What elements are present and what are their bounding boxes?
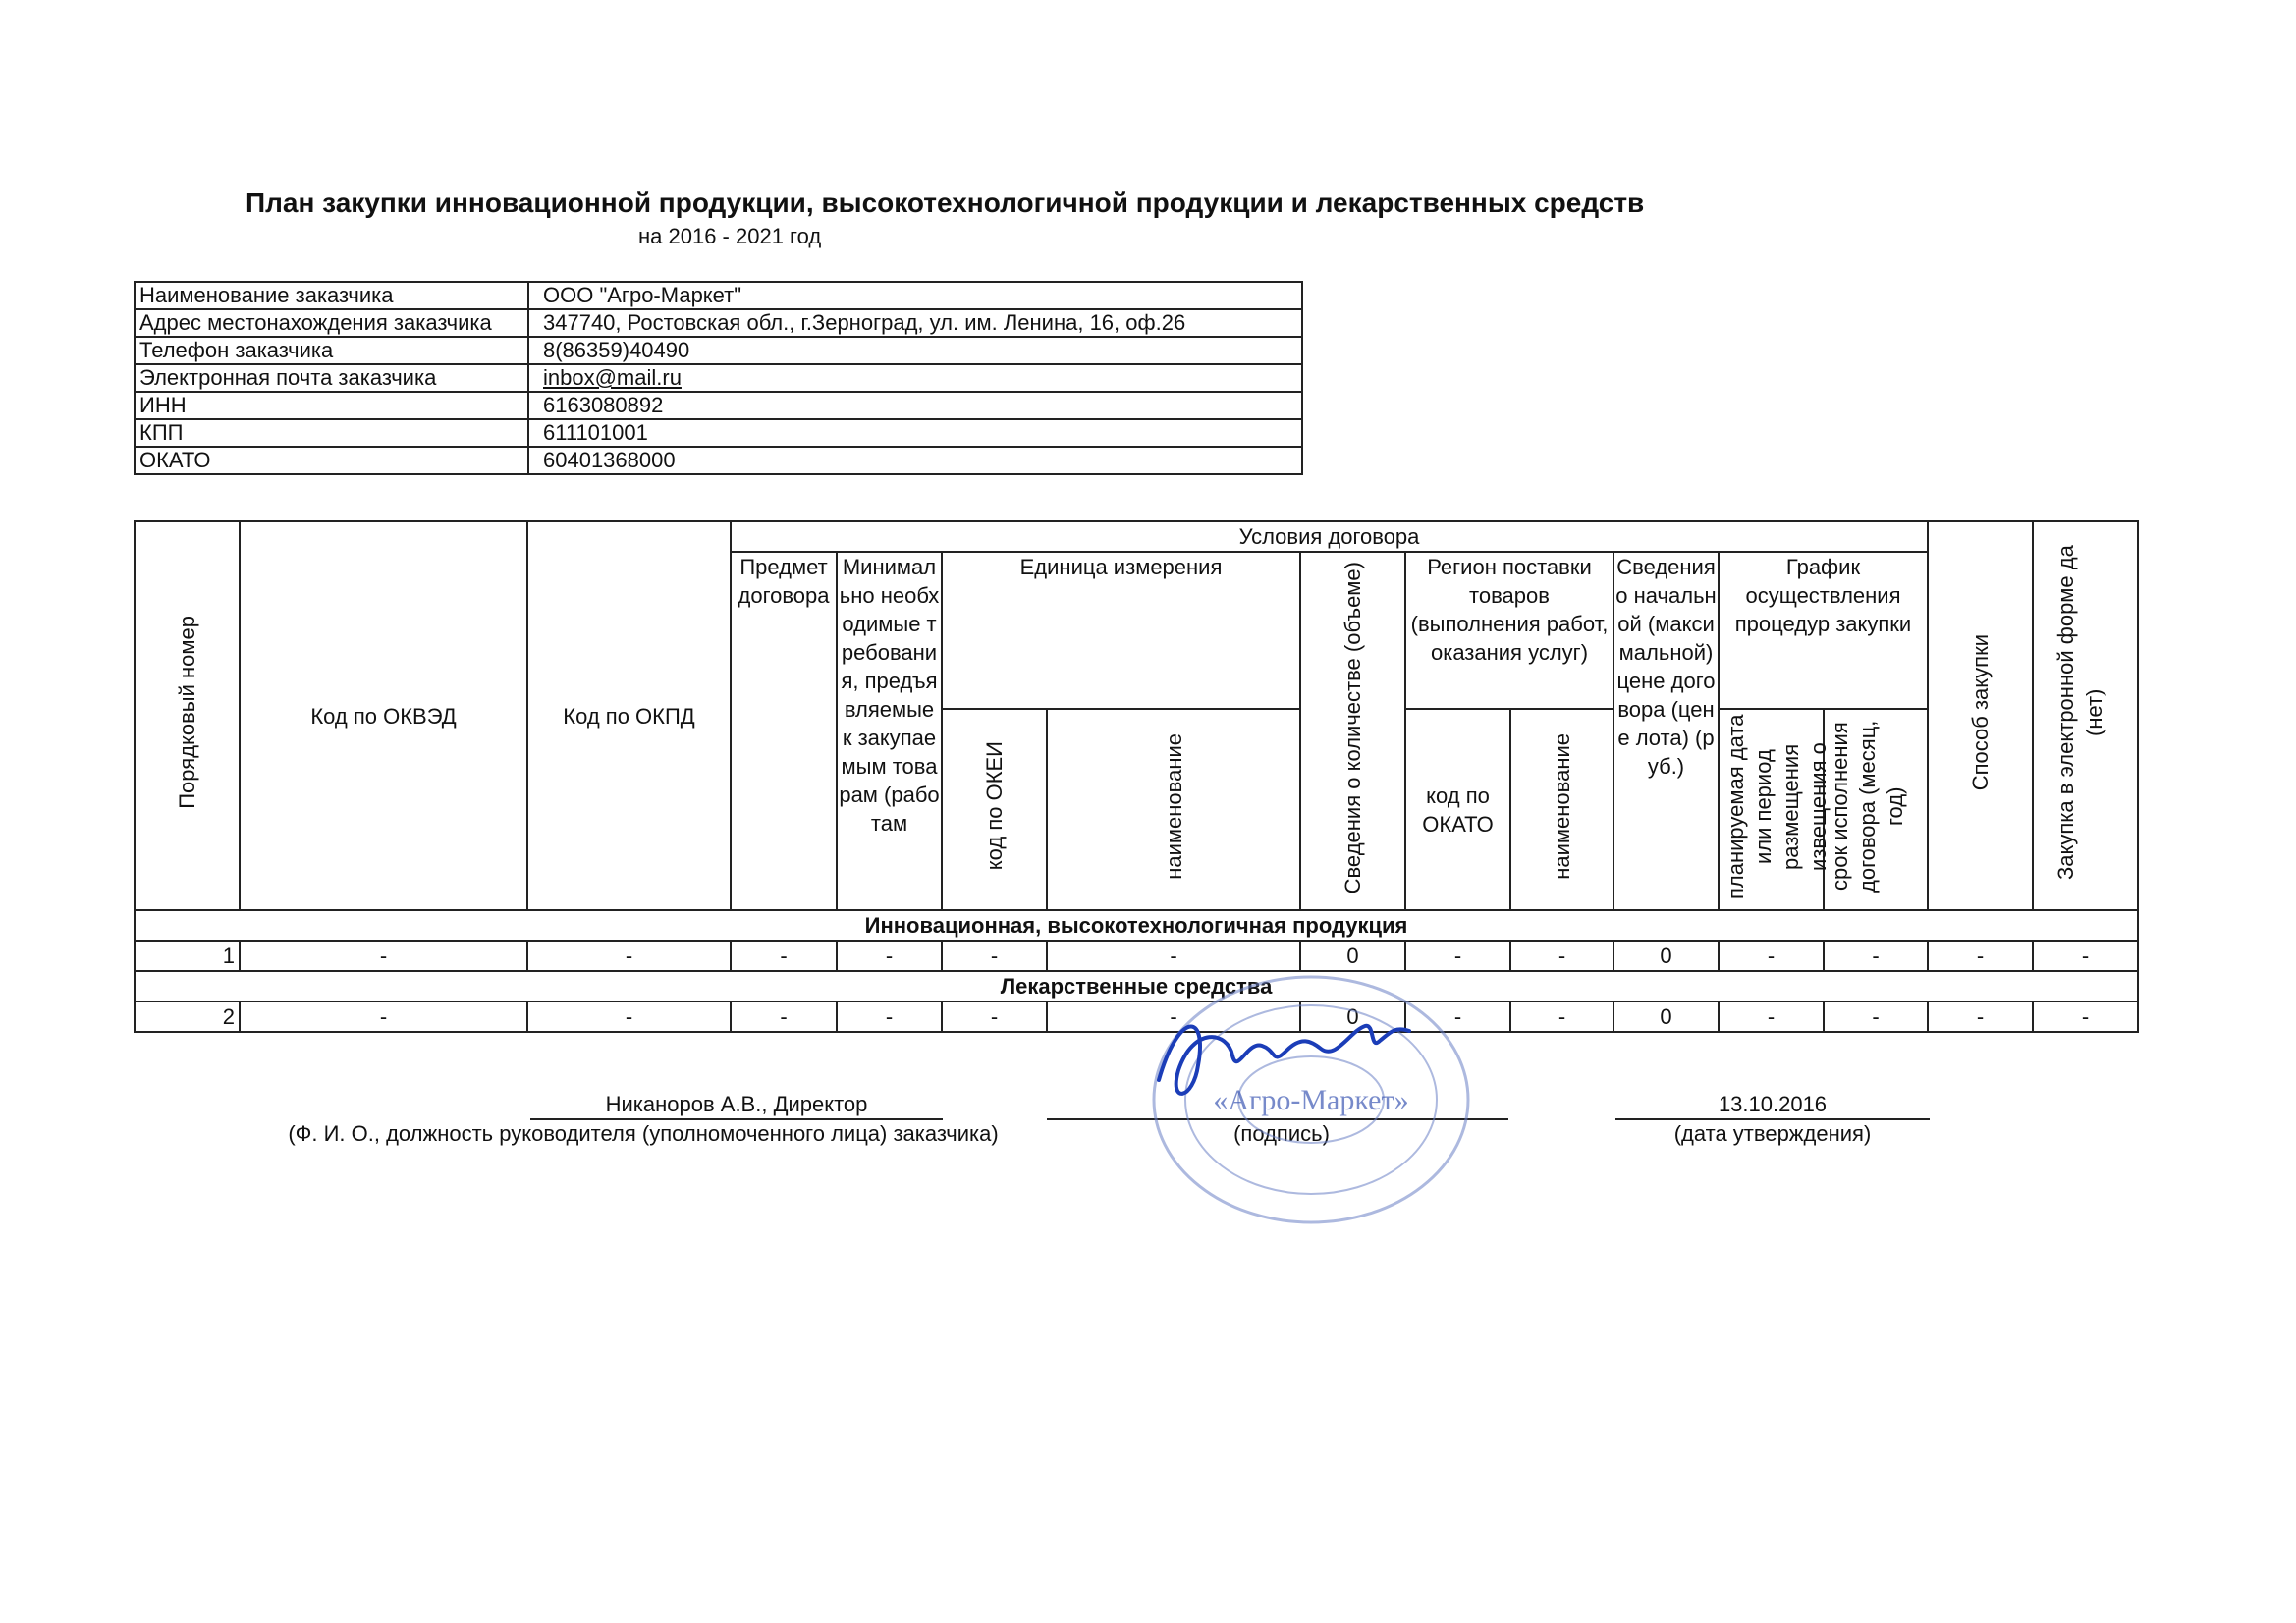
customer-row (135, 392, 1302, 419)
table-row (135, 941, 2138, 971)
page-title: План закупки инновационной продукции, высокотехнологичной продукции и лекарственных средств (246, 188, 1645, 218)
header-subject: Предмет договора (731, 552, 837, 910)
header-okei: код по ОКЕИ (942, 709, 1047, 910)
signer-name-line (530, 1118, 943, 1120)
header-term: срок исполнения договора (месяц, год) (1824, 709, 1928, 910)
customer-label: Электронная почта заказчика (135, 364, 528, 392)
stamp-label: «Агро-Маркет» (1213, 1084, 1409, 1116)
table-cell: 0 (1613, 941, 1719, 971)
table-cell: - (1719, 941, 1824, 971)
section-title: Лекарственные средства (135, 971, 2138, 1001)
table-cell: 0 (1300, 1001, 1405, 1032)
table-cell: - (1405, 941, 1510, 971)
table-cell: - (942, 941, 1047, 971)
approval-date: 13.10.2016 (1718, 1092, 1828, 1116)
procurement-table (134, 520, 2139, 1033)
header-electronic: Закупка в электронной форме да (нет) (2033, 521, 2138, 910)
customer-row (135, 282, 1302, 309)
customer-value: 347740, Ростовская обл., г.Зерноград, ул. им. Ленина, 16, оф.26 (528, 309, 1302, 337)
table-cell: - (837, 1001, 942, 1032)
customer-value (528, 364, 1302, 392)
customer-label: Адрес местонахождения заказчика (135, 309, 528, 337)
customer-value: ООО "Агро-Маркет" (528, 282, 1302, 309)
table-cell: - (527, 941, 731, 971)
customer-label: КПП (135, 419, 528, 447)
table-cell: - (1047, 1001, 1300, 1032)
table-cell: 0 (1300, 941, 1405, 971)
customer-row (135, 309, 1302, 337)
table-cell: - (837, 941, 942, 971)
customer-label: Наименование заказчика (135, 282, 528, 309)
table-cell: - (1928, 1001, 2033, 1032)
customer-label: ОКАТО (135, 447, 528, 474)
table-cell: - (1405, 1001, 1510, 1032)
header-okpd: Код по ОКПД (527, 521, 731, 910)
customer-row (135, 337, 1302, 364)
table-cell: - (1510, 1001, 1613, 1032)
customer-row (135, 419, 1302, 447)
table-row (135, 1001, 2138, 1032)
signer-caption: (Ф. И. О., должность руководителя (уполномоченного лица) заказчика) (288, 1121, 999, 1146)
header-okato: код по ОКАТО (1405, 709, 1510, 910)
header-planned-date: планируемая дата или период размещения извещения о (1719, 709, 1824, 910)
header-region-name: наименование (1510, 709, 1613, 910)
header-schedule: График осуществления процедур закупки (1719, 552, 1928, 709)
table-cell: - (1824, 1001, 1928, 1032)
table-cell: - (2033, 941, 2138, 971)
table-cell: - (1719, 1001, 1824, 1032)
customer-value: 60401368000 (528, 447, 1302, 474)
signature-caption: (подпись) (1233, 1121, 1330, 1146)
section-title: Инновационная, высокотехнологичная продукция (135, 910, 2138, 941)
table-cell: - (2033, 1001, 2138, 1032)
header-price: Сведения о начальной (максимальной) цене договора (цене лота) (руб.) (1613, 552, 1719, 910)
header-contract-terms: Условия договора (731, 521, 1928, 552)
header-region: Регион поставки товаров (выполнения работ, оказания услуг) (1405, 552, 1613, 709)
signer-name: Никаноров А.В., Директор (605, 1092, 868, 1116)
table-cell: - (731, 1001, 837, 1032)
header-unit: Единица измерения (942, 552, 1300, 709)
table-cell: - (240, 941, 527, 971)
header-method: Способ закупки (1928, 521, 2033, 910)
header-requirements: Минимально необходимые требования, предъявляемые к закупаемым товарам (работам (837, 552, 942, 910)
customer-label: ИНН (135, 392, 528, 419)
email-link[interactable]: inbox@mail.ru (543, 365, 682, 390)
table-cell: - (731, 941, 837, 971)
customer-info-table (134, 281, 1303, 475)
table-cell: 1 (135, 941, 240, 971)
header-order-number: Порядковый номер (135, 521, 240, 910)
customer-value: 611101001 (528, 419, 1302, 447)
customer-value: 6163080892 (528, 392, 1302, 419)
header-unit-name: наименование (1047, 709, 1300, 910)
customer-value: 8(86359)40490 (528, 337, 1302, 364)
table-cell: - (240, 1001, 527, 1032)
customer-label: Телефон заказчика (135, 337, 528, 364)
date-caption: (дата утверждения) (1673, 1121, 1872, 1146)
table-cell: - (1510, 941, 1613, 971)
table-cell: - (527, 1001, 731, 1032)
table-cell: 2 (135, 1001, 240, 1032)
table-cell: 0 (1613, 1001, 1719, 1032)
page-subtitle: на 2016 - 2021 год (638, 224, 822, 248)
customer-row (135, 364, 1302, 392)
company-stamp (1139, 972, 1483, 1257)
header-quantity: Сведения о количестве (объеме) (1300, 552, 1405, 910)
date-line (1615, 1118, 1930, 1120)
header-okved: Код по ОКВЭД (240, 521, 527, 910)
table-cell: - (1928, 941, 2033, 971)
table-cell: - (942, 1001, 1047, 1032)
table-cell: - (1047, 941, 1300, 971)
table-cell: - (1824, 941, 1928, 971)
customer-row (135, 447, 1302, 474)
